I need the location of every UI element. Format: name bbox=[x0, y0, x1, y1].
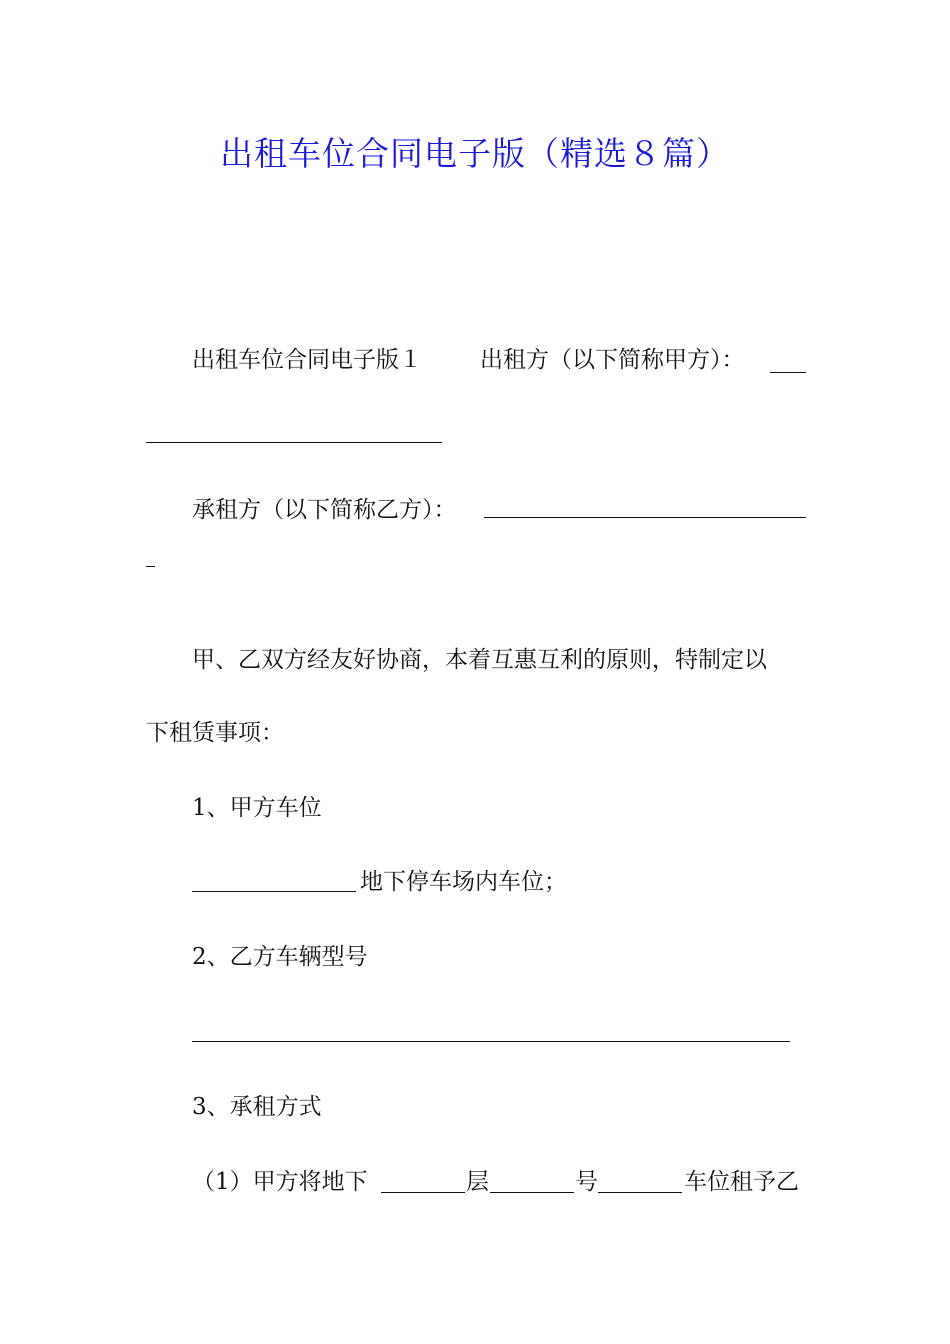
document-title: 出租车位合同电子版（精选８篇） bbox=[220, 134, 730, 173]
floor-blank[interactable] bbox=[381, 1192, 465, 1193]
item1-text: 地下停车场内车位； bbox=[360, 869, 567, 895]
item3-heading: 3、承租方式 bbox=[192, 1094, 322, 1120]
number-blank[interactable] bbox=[490, 1192, 574, 1193]
item1-heading: 1、甲方车位 bbox=[192, 795, 322, 821]
item3-1-number-label: 号 bbox=[575, 1169, 598, 1195]
intro-heading: 出租车位合同电子版１ bbox=[192, 347, 422, 373]
item3-1-floor-label: 层 bbox=[466, 1169, 489, 1195]
spot-blank[interactable] bbox=[598, 1192, 682, 1193]
lessor-label: 出租方（以下简称甲方）： bbox=[480, 347, 745, 373]
agreement-text-1: 甲、乙双方经友好协商，本着互惠互利的原则，特制定以 bbox=[192, 647, 767, 673]
lessee-blank-a[interactable] bbox=[484, 517, 806, 518]
parking-location-blank[interactable] bbox=[192, 891, 356, 892]
lessor-blank-a[interactable] bbox=[770, 372, 806, 373]
item2-heading: 2、乙方车辆型号 bbox=[192, 944, 368, 970]
item3-1-suffix: 车位租予乙 bbox=[684, 1169, 799, 1195]
lessor-blank-b[interactable] bbox=[146, 442, 442, 443]
lessee-label: 承租方（以下简称乙方）： bbox=[192, 497, 457, 523]
lessee-blank-b[interactable] bbox=[146, 566, 155, 567]
item3-1-prefix: （1）甲方将地下 bbox=[192, 1169, 368, 1195]
agreement-text-2: 下租赁事项： bbox=[146, 720, 284, 746]
vehicle-model-blank[interactable] bbox=[192, 1041, 790, 1042]
